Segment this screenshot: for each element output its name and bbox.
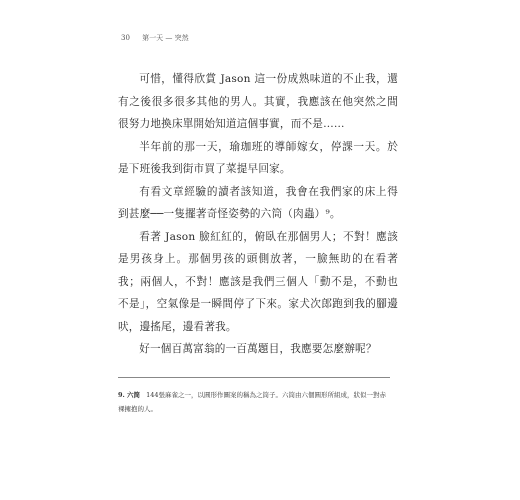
paragraph: 可惜，懂得欣賞 Jason 這一份成熟味道的不止我，還有之後很多很多其他的男人。其實，我應該在他突然之間很努力地換床單開始知道這個事實，而不是…… [118,73,398,130]
footnote [118,388,390,416]
footnote-divider [118,377,390,378]
footnote-text: 144張麻雀之一，以圓形作圖案的稱為之筒子。六筒由六個圓形所組成，狀似一對赤裸擁抱的人。 [118,391,387,413]
page-number: 30 [121,34,130,42]
paragraph: 看著 Jason 臉紅紅的，俯臥在那個男人；不對！應該是男孩身上。那個男孩的頭側放著，一臉無助的在看著我；兩個人，不對！應該是我們三個人「動不是，不動也不是」，空氣像是一瞬間停了下來。家犬次郎跑到我的腳邊吠，邊搖尾，邊看著我。 [118,230,398,333]
body-text [118,68,398,361]
paragraph: 半年前的那一天，瑜珈班的導師嫁女，停課一天。於是下班後我到街市買了菜提早回家。 [118,140,398,175]
footnote-label: 9. 六筒 [118,391,141,399]
chapter-title: 第一天 — 突然 [142,34,189,42]
paragraph: 有看文章經驗的讀者該知道，我會在我們家的床上得到甚麼──一隻擺著奇怪姿勢的六筒（肉蟲）⁹。 [118,185,398,220]
page-header [121,33,189,43]
paragraph: 好一個百萬富翁的一百萬題目，我應要怎麼辦呢？ [139,343,377,355]
